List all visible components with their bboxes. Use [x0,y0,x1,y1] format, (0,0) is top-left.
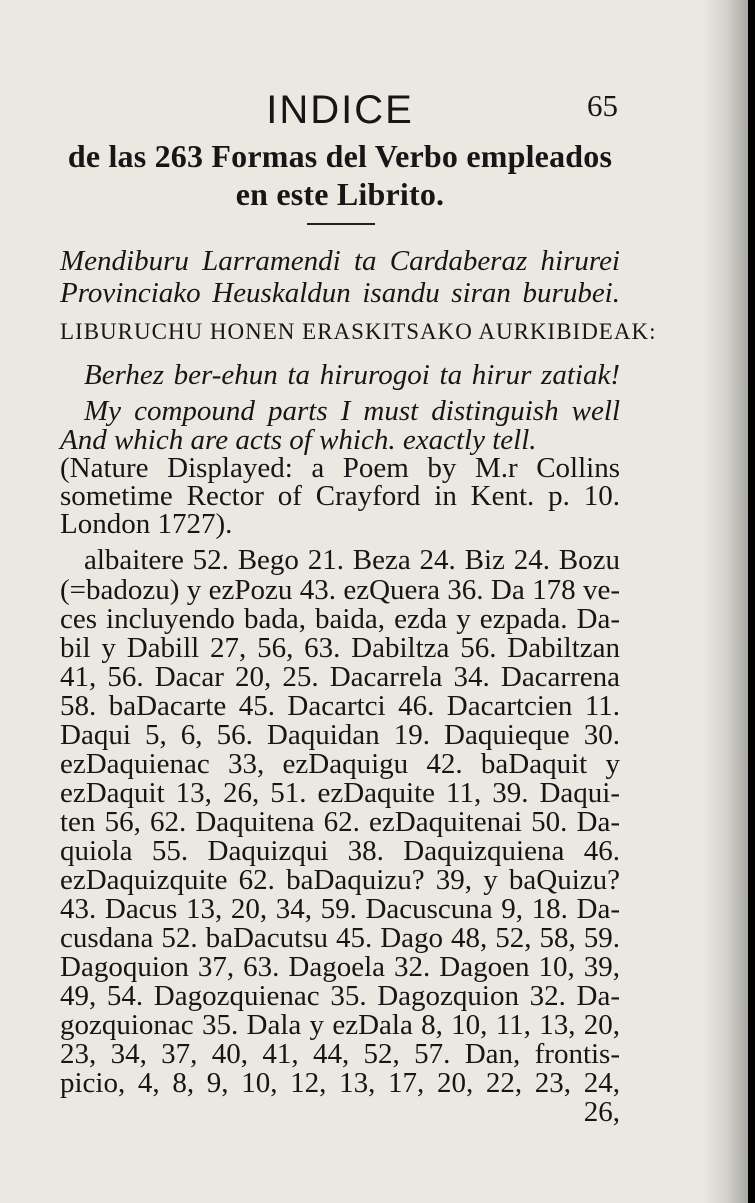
index-line: ezDaquienac 33, ezDaquigu 42. baDaquit y [60,748,620,780]
index-line: 58. baDacarte 45. Dacartci 46. Dacartcien 11. [60,690,620,722]
motto-line: Berhez ber-ehun ta hirurogoi ta hirur zatiak! [84,359,620,391]
catchword: 26, [583,1096,620,1128]
index-line: 43. Dacus 13, 20, 34, 59. Dacuscuna 9, 18. Da- [60,893,620,925]
index-line: gozquionac 35. Dala y ezDala 8, 10, 11, 13, 20, [60,1009,620,1041]
subtitle-line-2: en este Librito. [235,176,445,212]
index-line: picio, 4, 8, 9, 10, 12, 13, 17, 20, 22, 23, 24, [60,1067,620,1099]
citation-line-1: (Nature Displayed: a Poem by M.r Collins [60,452,620,484]
dedication-line-2: Provinciako Heuskaldun isandu siran burubei. [60,277,620,309]
index-line: cusdana 52. baDacutsu 45. Dago 48, 52, 58, 59. [60,922,620,954]
index-line: quiola 55. Daquizqui 38. Daquizquiena 46. [60,835,620,867]
dedication-line-1: Mendiburu Larramendi ta Cardaberaz hirurei [60,245,620,277]
section-heading: LIBURUCHU HONEN ERASKITSAKO AURKIBIDEAK: [60,319,657,344]
index-line: ezDaquit 13, 26, 51. ezDaquite 11, 39. Daqui- [60,777,620,809]
index-line: 23, 34, 37, 40, 41, 44, 52, 57. Dan, frontis- [60,1038,620,1070]
quote-line-2: And which are acts of which. exactly tell. [60,424,537,456]
page-number: 65 [587,88,618,123]
index-line: (=badozu) y ezPozu 43. ezQuera 36. Da 178 ve- [60,574,620,606]
citation-line-3: London 1727). [60,508,233,540]
citation-line-2: sometime Rector of Crayford in Kent. p. 10. [60,480,620,512]
title-divider [307,223,375,225]
index-line: Daqui 5, 6, 56. Daquidan 19. Daquieque 30. [60,719,620,751]
index-line: bil y Dabill 27, 56, 63. Dabiltza 56. Dabiltzan [60,632,620,664]
index-line: 49, 54. Dagozquienac 35. Dagozquion 32. Da- [60,980,620,1012]
index-line: ces incluyendo bada, baida, ezda y ezpada. Da- [60,603,620,635]
subtitle-line-1: de las 263 Formas del Verbo empleados [67,138,613,174]
index-line: Dagoquion 37, 63. Dagoela 32. Dagoen 10, 39, [60,951,620,983]
quote-line-1: My compound parts I must distinguish well [84,395,620,427]
page-edge-shadow [702,0,748,1203]
page-title: INDICE [266,88,414,132]
index-line: ezDaquizquite 62. baDaquizu? 39, y baQuizu? [60,864,620,896]
index-line: 41, 56. Dacar 20, 25. Dacarrela 34. Dacarrena [60,661,620,693]
index-line: albaitere 52. Bego 21. Beza 24. Biz 24. Bozu [84,544,620,576]
index-line: ten 56, 62. Daquitena 62. ezDaquitenai 50. Da- [60,806,620,838]
